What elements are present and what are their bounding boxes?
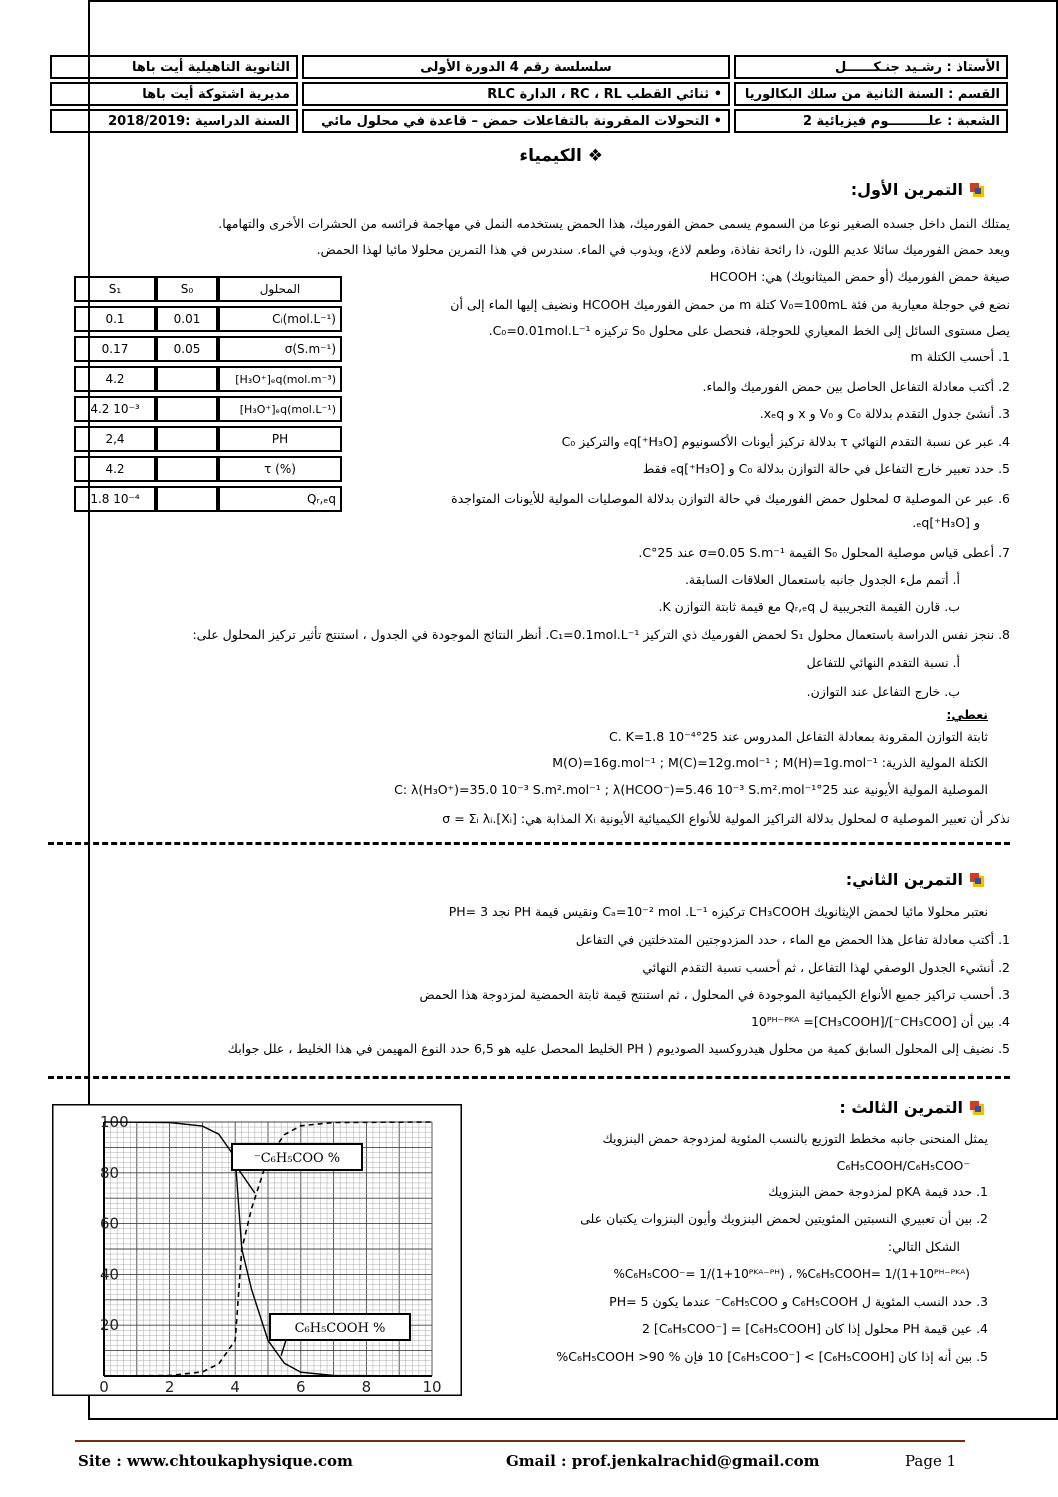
x-tick-label: 6 <box>296 1378 306 1396</box>
ex1-q8-a: أ. نسبة التقدم النهائي للتفاعل <box>806 655 960 670</box>
ex3-formulas: %C₆H₅COO⁻= 1/(1+10ᴾᴷᴬ⁻ᴾᴴ) ، %C₆H₅COOH= 1/(1+10ᴾᴴ⁻ᴾᴷᴬ) <box>613 1267 970 1281</box>
row-label: Cᵢ(mol.L⁻¹) <box>218 306 342 332</box>
distribution-chart <box>52 1104 462 1396</box>
row-label: Qᵣ,ₑq <box>218 486 342 512</box>
ex1-given-2: الكتلة المولية الذرية: M(O)=16g.mol⁻¹ ; M(C)=12g.mol⁻¹ ; M(H)=1g.mol⁻¹ <box>552 755 988 770</box>
row-label: PH <box>218 426 342 452</box>
chart-label-top-text: % C₆H₅COO⁻ <box>253 1151 341 1166</box>
footer-rule <box>75 1440 965 1442</box>
x-tick-label: 2 <box>164 1378 175 1396</box>
header-branch: الشعبة : علـــــــــوم فيزيائية 2 <box>734 109 1008 133</box>
row-label: [H₃O⁺]ₑq(mol.L⁻¹) <box>218 396 342 422</box>
cell: 1.8 10⁻⁴ <box>74 486 156 512</box>
header-year: السنة الدراسية :2018/2019 <box>50 109 298 133</box>
ex1-q2: 2. أكتب معادلة التفاعل الحاصل بين حمض الفورميك والماء. <box>702 379 1010 394</box>
y-tick-label: 40 <box>100 1265 120 1284</box>
cell: 0.05 <box>156 336 218 362</box>
x-tick-label: 4 <box>230 1378 240 1396</box>
ex3-q5: 5. بين أنه إذا كان [C₆H₅COOH] > 10 [C₆H₅COO⁻] فإن % 90< C₆H₅COOH% <box>556 1349 988 1364</box>
x-tick-label: 10 <box>422 1378 442 1396</box>
ex1-q7: 7. أعطى قياس موصلية المحلول S₀ القيمة σ=0.05 S.m⁻¹ عند 25°C. <box>638 545 1010 560</box>
y-tick-label: 80 <box>100 1163 120 1182</box>
cell: 0.01 <box>156 306 218 332</box>
y-tick-label: 20 <box>100 1316 120 1335</box>
ex3-q4: 4. عين قيمة PH محلول إذا كان [C₆H₅COOH] = 2 [C₆H₅COO⁻] <box>641 1321 988 1336</box>
cell: 4.2 <box>74 456 156 482</box>
ex1-q6-b: و [H₃O⁺]ₑq. <box>912 515 980 530</box>
ex2-q2: 2. أنشيء الجدول الوصفي لهذا التفاعل ، ثم أحسب نسبة التقدم النهائي <box>642 960 1010 975</box>
ex2-title: التمرين الثاني: <box>845 870 963 889</box>
ex3-q3: 3. حدد النسب المئوية ل C₆H₅COOH و C₆H₅COO⁻ عندما يكون PH= 5 <box>609 1294 988 1309</box>
header-class: القسم : السنة الثانية من سلك البكالوريا <box>734 82 1008 106</box>
separator <box>48 842 1010 845</box>
ex1-q8: 8. ننجز نفس الدراسة باستعمال محلول S₁ لحمض الفورميك ذي التركيز C₁=0.1mol.L⁻¹. أنظر النتائج الموجودة في الجدول ، استنتج تأثير تركيز المحلول على: <box>192 627 1010 642</box>
ex1-q1: 1. أحسب الكتلة m <box>910 349 1010 364</box>
ex2-q4: 4. بين أن [CH₃COO⁻]/[CH₃COOH]= 10ᴾᴴ⁻ᴾᴷᴬ <box>750 1014 1010 1029</box>
ex1-prep-1: نضع في حوجلة معيارية من فئة V₀=100mL كتلة m من حمض الفورميك HCOOH ونضيف إليها الماء إلى أن <box>450 297 1010 312</box>
footer-page: Page 1 <box>905 1452 957 1470</box>
ex1-data-table-wrap <box>74 272 342 516</box>
col-header-solution: المحلول <box>218 276 342 302</box>
cell: 0.17 <box>74 336 156 362</box>
footer-site[interactable]: Site : www.chtoukaphysique.com <box>78 1452 353 1470</box>
ex1-title: التمرين الأول: <box>850 180 963 199</box>
table-row <box>74 366 342 392</box>
y-tick-label: 100 <box>100 1113 129 1131</box>
ex3-q2-b: الشكل التالي: <box>887 1239 960 1254</box>
cell <box>156 396 218 422</box>
header-school: الثانوية التاهيلية أيت باها <box>50 55 298 79</box>
cell: 2,4 <box>74 426 156 452</box>
chart-label-bottom-text: % C₆H₅COOH <box>294 1321 386 1336</box>
table-row <box>74 306 342 332</box>
ex1-data-table <box>74 272 342 516</box>
table-row <box>74 336 342 362</box>
distribution-chart-svg <box>52 1104 462 1396</box>
ex1-given-4: نذكر أن تعبير الموصلية σ لمحلول بدلالة التراكيز المولية للأنواع الكيميائية الأيونية Xᵢ المذابة هي: σ = Σᵢ λᵢ.[Xᵢ] <box>442 811 1010 826</box>
ex1-formula: صيغة حمض الفورميك (أو حمض الميثانويك) هي: HCOOH <box>709 269 1010 284</box>
bullet-square-icon <box>970 872 984 886</box>
row-label: σ(S.m⁻¹) <box>218 336 342 362</box>
ex1-q3: 3. أنشئ جدول التقدم بدلالة C₀ و V₀ و x و xₑq. <box>759 406 1010 421</box>
ex2-intro: نعتبر محلولا مائيا لحمض الإيثانويك CH₃COOH تركيزه Cₐ=10⁻² mol .L⁻¹ ونقيس قيمة PH نجد PH= 3 <box>448 904 988 919</box>
ex3-title: التمرين الثالث : <box>839 1098 963 1117</box>
ex1-given-title: نعطي: <box>946 707 988 722</box>
header-topic-2: • التحولات المقرونة بالتفاعلات حمض – قاعدة في محلول مائي <box>302 109 730 133</box>
ex3-intro-2: C₆H₅COOH/C₆H₅COO⁻ <box>836 1158 970 1173</box>
row-label: τ (%) <box>218 456 342 482</box>
table-row <box>74 486 342 512</box>
ex1-intro-1: يمتلك النمل داخل جسده الصغير نوعا من السموم يسمى حمض الفورميك، هذا الحمض يستخدمه النمل في مهاجمة فرائسه من الحشرات الأخرى والتهامها. <box>218 216 1010 231</box>
table-header-row <box>74 276 342 302</box>
section-title: ❖ الكيمياء <box>519 146 603 166</box>
chart-label-bottom <box>270 1314 410 1340</box>
bullet-square-icon <box>970 182 984 196</box>
ex1-intro-2: ويعد حمض الفورميك سائلا عديم اللون، ذا رائحة نفاذة، وطعم لاذع، ويذوب في الماء. سندرس في هذا التمرين محلولا مائيا لهذا الحمض. <box>316 242 1010 257</box>
ex1-q7-a: أ. أتمم ملء الجدول جانبه باستعمال العلاقات السابقة. <box>684 572 960 587</box>
ex2-q3: 3. أحسب تراكيز جميع الأنواع الكيميائية الموجودة في المحلول ، ثم استنتج قيمة ثابتة الحمضية لمزدوجة هذا الحمض <box>419 987 1010 1002</box>
cell: 4.2 <box>74 366 156 392</box>
header-directorate: مديرية اشتوكة أيت باها <box>50 82 298 106</box>
cell: 0.1 <box>74 306 156 332</box>
header-teacher: الأستاذ : رشـيد جنـكــــــل <box>734 55 1008 79</box>
x-tick-label: 8 <box>361 1378 372 1396</box>
ex2-q1: 1. أكتب معادلة تفاعل هذا الحمض مع الماء ، حدد المزدوجتين المتدخلتين في التفاعل <box>575 932 1010 947</box>
cell <box>156 456 218 482</box>
ex1-q6: 6. عبر عن الموصلية σ لمحلول حمض الفورميك في حالة التوازن بدلالة الموصليات المولية للأيونات المتواجدة <box>451 491 1010 506</box>
cell <box>156 486 218 512</box>
x-tick-label: 0 <box>99 1378 109 1396</box>
ex1-q4: 4. عبر عن نسبة التقدم النهائي τ بدلالة تركيز أيونات الأكسونيوم [H₃O⁺]ₑq والتركيز C₀ <box>561 434 1010 449</box>
ex3-q2: 2. بين أن تعبيري النسبتين المئويتين لحمض البنزويك وأيون البنزوات يكتبان على <box>580 1211 988 1226</box>
ex1-q8-b: ب. خارج التفاعل عند التوازن. <box>806 684 960 699</box>
ex1-prep-2: يصل مستوى السائل إلى الخط المعياري للحوجلة، فنحصل على محلول S₀ تركيزه C₀=0.01mol.L⁻¹. <box>488 323 1010 338</box>
ex1-given-1: ثابتة التوازن المقرونة بمعادلة التفاعل المدروس عند 25°C. K=1.8 10⁻⁴ <box>609 729 988 744</box>
y-tick-label: 60 <box>100 1214 120 1233</box>
ex2-q5: 5. نضيف إلى المحلول السابق كمية من محلول هيدروكسيد الصوديوم ( PH الخليط المحصل عليه هو 6,5 حدد النوع المهيمن في هذا الخليط ، علل جوابك <box>227 1041 1010 1056</box>
table-row <box>74 456 342 482</box>
chart-label-top <box>232 1144 362 1170</box>
col-header-s1: S₁ <box>74 276 156 302</box>
ex1-q5: 5. حدد تعبير خارج التفاعل في حالة التوازن بدلالة C₀ و [H₃O⁺]ₑq فقط <box>642 461 1010 476</box>
ex1-q7-b: ب. قارن القيمة التجريبية ل Qᵣ,ₑq مع قيمة ثابتة التوازن K. <box>658 599 960 614</box>
col-header-s0: S₀ <box>156 276 218 302</box>
header-topic-1: • ثنائي القطب RC ، RL ، الدارة RLC <box>302 82 730 106</box>
cell <box>156 426 218 452</box>
header-series: سلسلسة رقم 4 الدورة الأولى <box>302 55 730 79</box>
table-row <box>74 426 342 452</box>
bullet-square-icon <box>970 1100 984 1114</box>
cell <box>156 366 218 392</box>
ex3-intro-1: يمثل المنحنى جانبه مخطط التوزيع بالنسب المئوية لمزدوجة حمض البنزويك <box>602 1131 988 1146</box>
separator <box>48 1076 1010 1079</box>
footer-gmail[interactable]: Gmail : prof.jenkalrachid@gmail.com <box>506 1452 820 1470</box>
cell: 4.2 10⁻³ <box>74 396 156 422</box>
row-label: [H₃O⁺]ₑq(mol.m⁻³) <box>218 366 342 392</box>
ex3-q1: 1. حدد قيمة pKA لمزدوجة حمض البنزويك <box>768 1184 988 1199</box>
table-row <box>74 396 342 422</box>
ex1-given-3: الموصلية المولية الأيونية عند 25°C: λ(H₃O⁺)=35.0 10⁻³ S.m².mol⁻¹ ; λ(HCOO⁻)=5.46 10⁻³ S.m².mol⁻¹ <box>394 782 988 797</box>
